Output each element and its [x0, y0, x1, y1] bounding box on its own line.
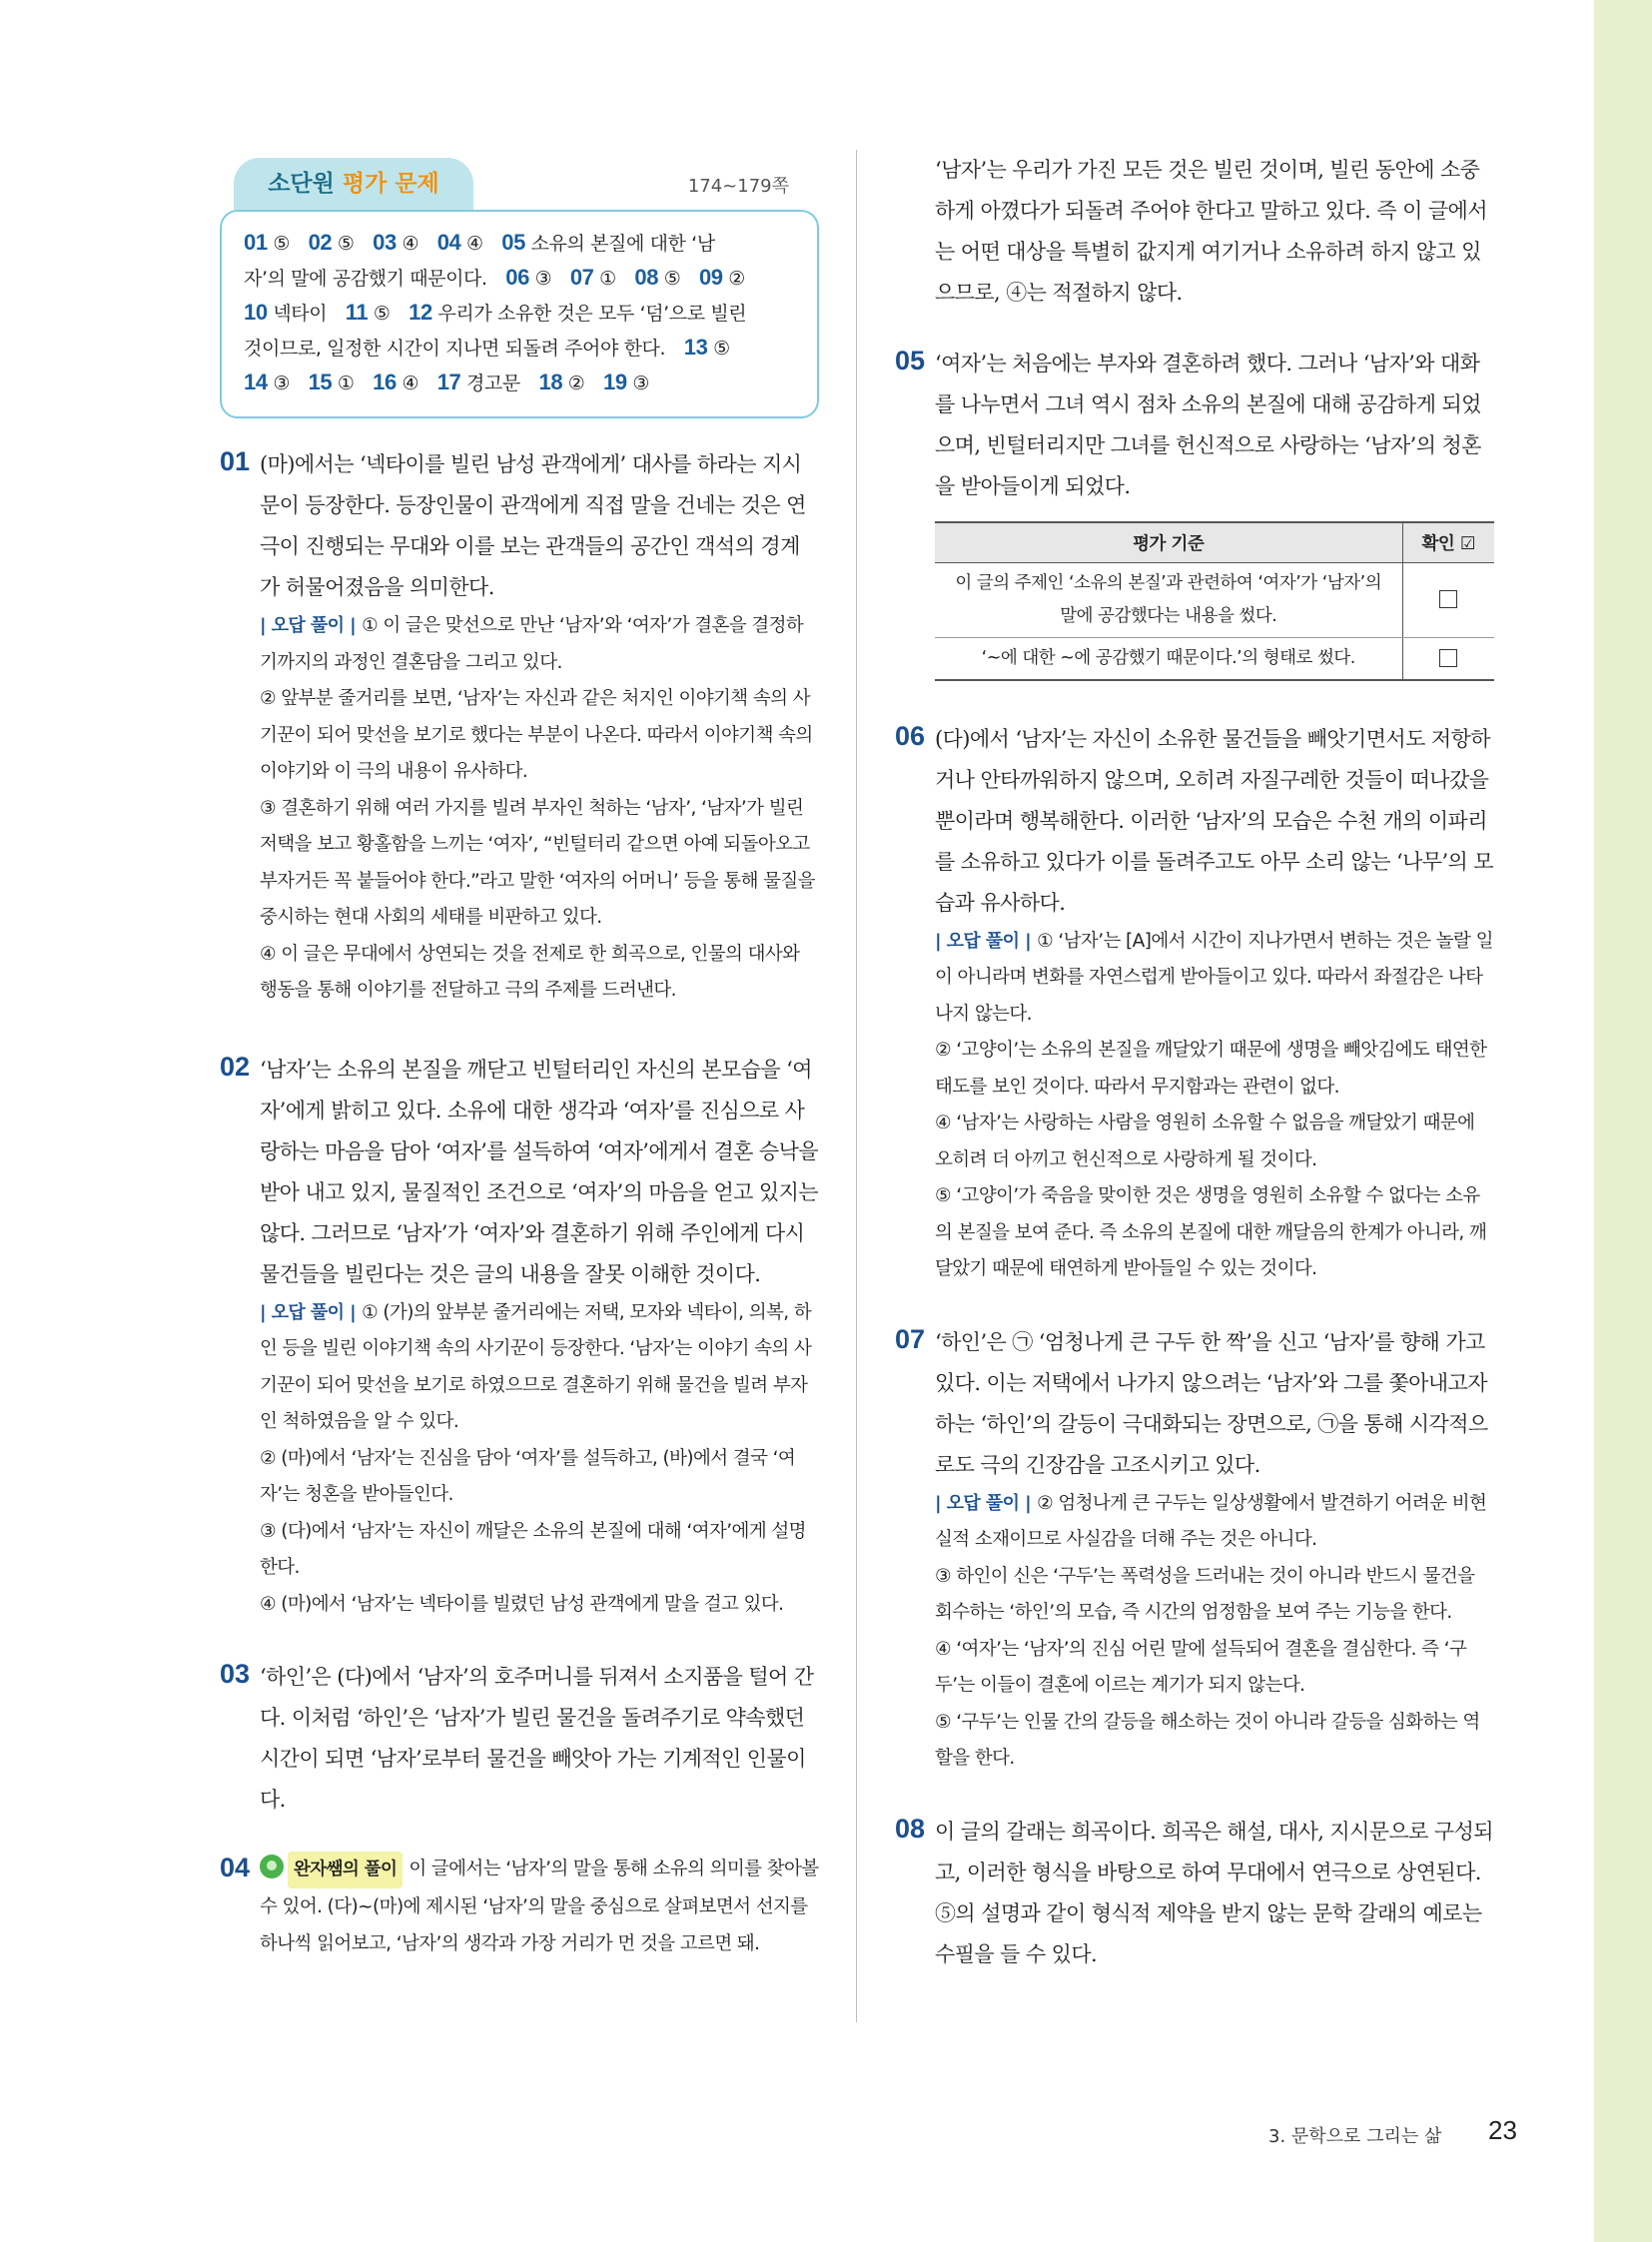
- explanation-text: ④ (마)에서 ‘남자’는 넥타이를 빌렸던 남성 관객에게 말을 걸고 있다.: [260, 1593, 784, 1615]
- summary-item-number: 07: [569, 265, 594, 290]
- wrong-answer-explanation: [935, 1705, 1494, 1778]
- summary-item-answer: ③: [632, 373, 649, 394]
- summary-line: [244, 226, 799, 261]
- answer-number: 05: [895, 346, 926, 375]
- summary-item-answer: 경고문: [466, 373, 520, 394]
- answer-tip-text: [260, 1851, 819, 1962]
- explanation-text: ① (가)의 앞부분 줄거리에는 저택, 모자와 넥타이, 의복, 하인 등을 빌린 이야기책 속의 사기꾼이 등장한다. ‘남자’는 이야기 속의 사기꾼이 되어 맞선을 보기로 하였으므로 결혼하기 위해 물건을 빌려 부자인 척하였음을 알 수 있다.: [260, 1301, 812, 1432]
- answer-main-text: ‘하인’은 (다)에서 ‘남자’의 호주머니를 뒤져서 소지품을 털어 간다. 이처럼 ‘하인’은 ‘남자’가 빌린 물건을 돌려주기로 약속했던 시간이 되면 ‘남자’로부터 물건을 빼앗아 가는 기계적인 인물이다.: [260, 1665, 814, 1812]
- summary-item-answer: 것이므로, 일정한 시간이 지나면 되돌려 주어야 한다.: [244, 338, 666, 360]
- answer-04: [220, 1851, 819, 1962]
- wrong-answer-explanation: [260, 1295, 819, 1441]
- wrong-answer-explanation: [935, 1486, 1494, 1559]
- answer-main-text: 이 글의 갈래는 희곡이다. 희곡은 해설, 대사, 지시문으로 구성되고, 이러한 형식을 바탕으로 하여 무대에서 연극으로 상연된다. ⑤의 설명과 같이 형식적 제약을 받지 않는 문학 갈래의 예로는 수필을 들 수 있다.: [935, 1819, 1493, 1966]
- answer-05: [895, 344, 1494, 507]
- summary-line: [244, 366, 799, 400]
- answer-number: 02: [220, 1051, 251, 1082]
- summary-line: [244, 331, 799, 366]
- explanation-text: ⑤ ‘고양이’가 죽음을 맞이한 것은 생명을 영원히 소유할 수 없다는 소유의 본질을 보여 준다. 즉 소유의 본질에 대한 깨달음의 한계가 아니라, 깨달았기 때문에 태연하게 받아들일 수 있는 것이다.: [935, 1185, 1487, 1279]
- summary-item-number: 05: [501, 230, 525, 255]
- answer-06: [895, 719, 1494, 1288]
- right-answers: [895, 719, 1494, 1975]
- table-row: [935, 637, 1494, 680]
- summary-item-number: 02: [308, 230, 333, 255]
- summary-item-number: 17: [436, 370, 461, 394]
- summary-item-answer: ⑤: [273, 233, 290, 255]
- table-header-check: 확인 ☑: [1402, 522, 1494, 562]
- summary-item-answer: ④: [466, 233, 483, 255]
- checkbox-icon[interactable]: [1439, 590, 1457, 608]
- explanation-text: ③ 하인이 신은 ‘구두’는 폭력성을 드러내는 것이 아니라 반드시 물건을 회수하는 ‘하인’의 모습, 즉 시간의 엄정함을 보여 주는 기능을 한다.: [935, 1565, 1475, 1623]
- tip-body: 이 글에서는 ‘남자’의 말을 통해 소유의 의미를 찾아볼 수 있어. (다)~(마)에 제시된 ‘남자’의 말을 중심으로 살펴보면서 선지를 하나씩 읽어보고, ‘남자’의 생각과 가장 거리가 먼 것을 고르면 돼.: [260, 1859, 819, 1954]
- summary-item-number: 19: [603, 370, 627, 394]
- summary-item-number: 14: [244, 370, 268, 394]
- table-cell-criteria: ‘~에 대한 ~에 공감했기 때문이다.’의 형태로 썼다.: [935, 637, 1402, 680]
- explanation-text: ① 이 글은 맞선으로 만난 ‘남자’와 ‘여자’가 결혼을 결정하기까지의 과정인 결혼담을 그리고 있다.: [260, 615, 804, 673]
- summary-item-number: 16: [373, 370, 397, 394]
- summary-item-number: 10: [244, 300, 268, 325]
- summary-item-answer: ③: [273, 373, 290, 394]
- wrong-answer-explanation: [260, 1441, 819, 1514]
- answer-02: [220, 1050, 819, 1624]
- summary-item-number: 01: [244, 230, 268, 255]
- teacher-icon: [260, 1855, 284, 1878]
- wrong-answer-tag: | 오답 풀이 |: [260, 1301, 357, 1323]
- table-cell-criteria: 이 글의 주제인 ‘소유의 본질’과 관련하여 ‘여자’가 ‘남자’의 말에 공감했다는 내용을 썼다.: [935, 562, 1402, 637]
- wrong-answer-explanation: [260, 608, 819, 681]
- evaluation-table: [935, 521, 1494, 681]
- answer-main-text: (마)에서는 ‘넥타이를 빌린 남성 관객에게’ 대사를 하라는 지시문이 등장한다. 등장인물이 관객에게 직접 말을 건네는 것은 연극이 진행되는 무대와 이를 보는 관객들의 공간인 객석의 경계가 허물어졌음을 의미한다.: [260, 452, 806, 599]
- wrong-answer-explanation: [260, 791, 819, 937]
- explanation-text: ④ ‘여자’는 ‘남자’의 진심 어린 말에 설득되어 결혼을 결심한다. 즉 ‘구두’는 이들이 결혼에 이르는 계기가 되지 않는다.: [935, 1638, 1467, 1696]
- explanation-text: ② 엄청나게 큰 구두는 일상생활에서 발견하기 어려운 비현실적 소재이므로 사실감을 더해 주는 것은 아니다.: [935, 1492, 1487, 1550]
- explanation-text: ② ‘고양이’는 소유의 본질을 깨달았기 때문에 생명을 빼앗김에도 태연한 태도를 보인 것이다. 따라서 무지함과는 관련이 없다.: [935, 1040, 1487, 1098]
- summary-item-answer: ⑤: [373, 303, 391, 325]
- wrong-answer-explanation: [935, 1178, 1494, 1288]
- explanation-text: ④ 이 글은 무대에서 상연되는 것을 전제로 한 희곡으로, 인물의 대사와 행동을 통해 이야기를 전달하고 극의 주제를 드러낸다.: [260, 943, 800, 1001]
- wrong-answer-tag: | 오답 풀이 |: [935, 930, 1032, 952]
- tip-badge: 완자쌤의 풀이: [288, 1852, 403, 1888]
- table-cell-check: [1402, 562, 1494, 637]
- summary-title-pre: 소단원: [268, 171, 343, 197]
- wrong-answer-explanation: [935, 1559, 1494, 1632]
- answer-08: [895, 1812, 1494, 1975]
- summary-item-answer: ⑤: [337, 233, 355, 255]
- answer-main-text: ‘남자’는 소유의 본질을 깨닫고 빈털터리인 자신의 본모습을 ‘여자’에게 밝히고 있다. 소유에 대한 생각과 ‘여자’를 진심으로 사랑하는 마음을 담아 ‘여자’를 설득하여 ‘여자’에게서 결혼 승낙을 받아 내고 있지, 물질적인 조건으로 ‘여자’의 마음을 얻고 있지는 않다. 그러므로 ‘남자’가 ‘여자’와 결혼하기 위해 주인에게 다시 물건들을 빌린다는 것은 글의 내용을 잘못 이해한 것이다.: [260, 1057, 818, 1286]
- wrong-answer-explanation: [935, 924, 1494, 1034]
- wrong-answer-tag: | 오답 풀이 |: [935, 1492, 1032, 1514]
- summary-item-answer: 소유의 본질에 대한 ‘남: [530, 233, 715, 255]
- wrong-answer-explanation: [935, 1033, 1494, 1106]
- summary-item-answer: ①: [599, 268, 616, 290]
- summary-item-answer: ②: [728, 268, 745, 290]
- explanation-text: ③ (다)에서 ‘남자’는 자신이 깨달은 소유의 본질에 대해 ‘여자’에게 설명한다.: [260, 1520, 806, 1578]
- answer-main-text: ‘하인’은 ㉠ ‘엄청나게 큰 구두 한 짝’을 신고 ‘남자’를 향해 가고 있다. 이는 저택에서 나가지 않으려는 ‘남자’와 그를 쫓아내고자 하는 ‘하인’의 갈등이 극대화되는 장면으로, ㉠을 통해 시각적으로도 극의 긴장감을 고조시키고 있다.: [935, 1329, 1488, 1477]
- explanation-text: ② 앞부분 줄거리를 보면, ‘남자’는 자신과 같은 처지인 이야기책 속의 사기꾼이 되어 맞선을 보기로 했다는 부분이 나온다. 따라서 이야기책 속의 이야기와 이 극의 내용이 유사하다.: [260, 688, 813, 782]
- explanation-text: ② (마)에서 ‘남자’는 진심을 담아 ‘여자’를 설득하고, (바)에서 결국 ‘여자’는 청혼을 받아들인다.: [260, 1447, 796, 1505]
- wrong-answer-explanation: [260, 937, 819, 1010]
- side-band: [1594, 0, 1652, 2242]
- right-column: [895, 150, 1494, 1975]
- column-divider: [856, 150, 857, 2022]
- summary-pages: 174~179쪽: [687, 176, 789, 197]
- summary-item-answer: ③: [534, 268, 552, 290]
- summary-line: [244, 261, 799, 296]
- wrong-answer-tag: | 오답 풀이 |: [260, 615, 357, 636]
- wrong-answer-explanation: [260, 1514, 819, 1587]
- answer-number: 08: [895, 1813, 926, 1844]
- summary-item-answer: 우리가 소유한 것은 모두 ‘덤’으로 빌린: [437, 303, 747, 325]
- summary-item-number: 18: [538, 370, 563, 394]
- summary-title-em: 평가 문제: [342, 171, 439, 197]
- answer-01: [220, 444, 819, 1010]
- wrong-answer-explanation: [260, 1587, 819, 1624]
- footer-section: 3. 문학으로 그리는 삶: [1268, 2126, 1442, 2147]
- explanation-text: ④ ‘남자’는 사랑하는 사람을 영원히 소유할 수 없음을 깨달았기 때문에 오히려 더 아끼고 헌신적으로 사랑하게 될 것이다.: [935, 1113, 1475, 1170]
- page-number: 23: [1488, 2115, 1517, 2145]
- summary-item-number: 03: [373, 230, 397, 255]
- answer-main-text: ‘여자’는 처음에는 부자와 결혼하려 했다. 그러나 ‘남자’와 대화를 나누면서 그녀 역시 점차 소유의 본질에 대해 공감하게 되었으며, 빈털터리지만 그녀를 헌신적으로 사랑하는 ‘남자’의 청혼을 받아들이게 되었다.: [935, 352, 1481, 498]
- answer-number: 07: [895, 1323, 926, 1354]
- explanation-text: ① ‘남자’는 [A]에서 시간이 지나가면서 변하는 것은 놀랄 일이 아니라며 변화를 자연스럽게 받아들이고 있다. 따라서 좌절감은 나타나지 않는다.: [935, 930, 1493, 1025]
- answer-04-continued: [895, 150, 1494, 314]
- answer-number: 01: [220, 446, 251, 476]
- answer-main-text: (다)에서 ‘남자’는 자신이 소유한 물건들을 빼앗기면서도 저항하거나 안타까워하지 않으며, 오히려 자질구레한 것들이 떠나갔을 뿐이라며 행복해한다. 이러한 ‘남자’의 모습은 수천 개의 이파리를 소유하고 있다가 이를 돌려주고도 아무 소리 않는 ‘나무’의 모습과 유사하다.: [935, 726, 1493, 915]
- wrong-answer-explanation: [935, 1106, 1494, 1178]
- answer-04-continued-text: ‘남자’는 우리가 가진 모든 것은 빌린 것이며, 빌린 동안에 소중하게 아꼈다가 되돌려 주어야 한다고 말하고 있다. 즉 이 글에서는 어떤 대상을 특별히 값지게 여기거나 소유하려 하지 않고 있으므로, ④는 적절하지 않다.: [935, 158, 1487, 305]
- summary-line: [244, 296, 799, 331]
- summary-item-answer: 넥타이: [273, 303, 328, 325]
- answer-number: 04: [220, 1853, 251, 1882]
- left-column: [220, 150, 819, 1962]
- summary-item-answer: ④: [402, 233, 419, 255]
- summary-item-answer: ④: [402, 373, 419, 394]
- summary-item-answer: ⑤: [713, 338, 730, 360]
- wrong-answer-explanation: [935, 1632, 1494, 1705]
- summary-title: [234, 158, 473, 210]
- summary-item-answer: ①: [337, 373, 355, 394]
- table-header-criteria: 평가 기준: [935, 522, 1402, 562]
- summary-item-number: 08: [634, 265, 659, 290]
- summary-item-answer: ⑤: [663, 268, 681, 290]
- table-cell-check: [1402, 637, 1494, 680]
- explanation-text: ⑤ ‘구두’는 인물 간의 갈등을 해소하는 것이 아니라 갈등을 심화하는 역할을 한다.: [935, 1711, 1480, 1769]
- summary-header: [220, 150, 819, 210]
- summary-item-number: 13: [683, 335, 708, 360]
- summary-item-number: 11: [345, 300, 369, 325]
- answer-summary-box: [220, 210, 819, 418]
- answer-07: [895, 1322, 1494, 1778]
- summary-item-number: 12: [409, 300, 432, 325]
- table-row: [935, 562, 1494, 637]
- explanation-text: ③ 결혼하기 위해 여러 가지를 빌려 부자인 척하는 ‘남자’, ‘남자’가 빌린 저택을 보고 황홀함을 느끼는 ‘여자’, “빈털터리 같으면 아예 되돌아오고 부자거든 꼭 붙들어야 한다.”라고 말한 ‘여자의 어머니’ 등을 통해 물질을 중시하는 현대 사회의 세태를 비판하고 있다.: [260, 797, 815, 928]
- wrong-answer-explanation: [260, 681, 819, 791]
- summary-item-number: 06: [505, 265, 529, 290]
- summary-item-number: 04: [436, 230, 461, 255]
- answer-number: 06: [895, 720, 926, 751]
- answer-03: [220, 1657, 819, 1821]
- checkbox-icon[interactable]: [1439, 649, 1457, 667]
- left-answers: [220, 444, 819, 1962]
- answer-number: 03: [220, 1659, 251, 1689]
- summary-item-answer: ②: [567, 373, 585, 394]
- summary-item-answer: 자’의 말에 공감했기 때문이다.: [244, 268, 487, 290]
- summary-item-number: 09: [698, 265, 723, 290]
- summary-item-number: 15: [308, 370, 333, 394]
